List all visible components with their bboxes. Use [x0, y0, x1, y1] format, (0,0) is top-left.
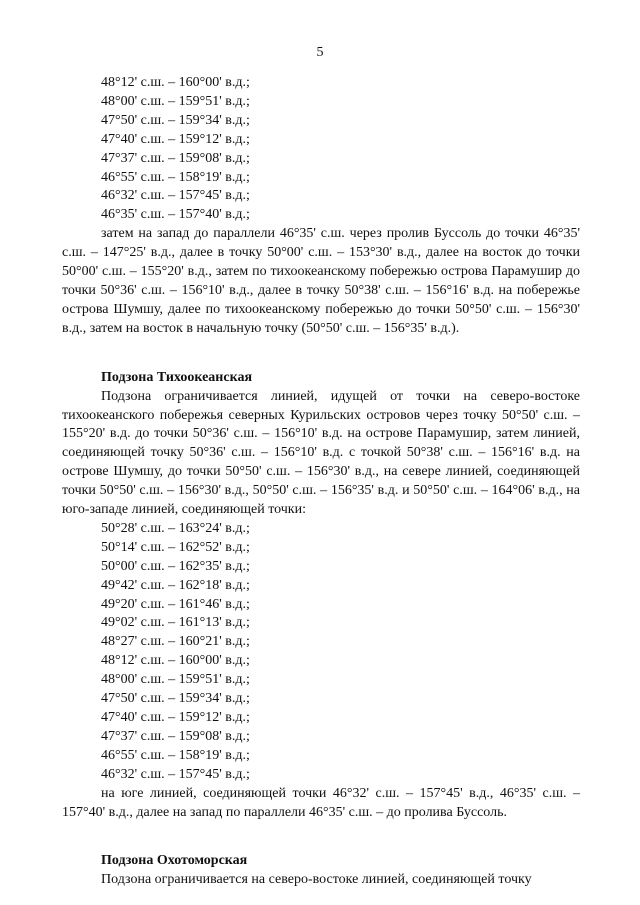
okhotsk-description-paragraph: Подзона ограничивается на северо-востоке линией, соединяющей точку: [101, 872, 532, 888]
section-heading-pacific: Подзона Тихоокеанская: [101, 369, 253, 385]
pacific-south-boundary-paragraph: на юге линией, соединяющей точки 46°32' с.ш. – 157°45' в.д., 46°35' с.ш. – 157°40' в.д., далее на запад по параллели 46°35' с.ш. – до пролива Буссоль.: [62, 785, 580, 820]
coordinate-line: 47°40' с.ш. – 159°12' в.д.;: [101, 131, 250, 147]
coordinate-list-continued: [62, 74, 580, 225]
coordinate-line: 47°50' с.ш. – 159°34' в.д.;: [101, 112, 250, 128]
coordinate-list-pacific: [62, 520, 580, 785]
section-heading-okhotsk: Подзона Охотоморская: [101, 853, 248, 869]
coordinate-line: 46°55' с.ш. – 158°19' в.д.;: [101, 169, 250, 185]
coordinate-line: 48°00' с.ш. – 159°51' в.д.;: [101, 672, 250, 688]
coordinate-line: 50°14' с.ш. – 162°52' в.д.;: [101, 539, 250, 555]
boundary-paragraph: затем на запад до параллели 46°35' с.ш. через пролив Буссоль до точки 46°35' с.ш. – 147°25' в.д., далее в точку 50°00' с.ш. – 153°30' в.д., далее на восток до точки 50°00' с.ш. – 155°20' в.д., затем по тихоокеанскому побережью острова Парамушир до точки 50°36' с.ш. – 156°10' в.д., далее в точку 50°38' с.ш. – 156°16' в.д. на побережье острова Шумшу, далее по тихоокеанскому побережью до точки 50°50' с.ш. – 156°30' в.д., затем на восток в начальную точку (50°50' с.ш. – 156°35' в.д.).: [62, 226, 580, 336]
page-number: 5: [316, 45, 324, 60]
coordinate-line: 48°00' с.ш. – 159°51' в.д.;: [101, 93, 250, 109]
coordinate-line: 46°35' с.ш. – 157°40' в.д.;: [101, 207, 250, 223]
coordinate-line: 46°32' с.ш. – 157°45' в.д.;: [101, 766, 250, 782]
coordinate-line: 47°37' с.ш. – 159°08' в.д.;: [101, 728, 250, 744]
coordinate-line: 50°00' с.ш. – 162°35' в.д.;: [101, 558, 250, 574]
coordinate-line: 49°42' с.ш. – 162°18' в.д.;: [101, 577, 250, 593]
coordinate-line: 49°20' с.ш. – 161°46' в.д.;: [101, 596, 250, 612]
coordinate-line: 49°02' с.ш. – 161°13' в.д.;: [101, 615, 250, 631]
pacific-description-paragraph: Подзона ограничивается линией, идущей от точки на северо-востоке тихоокеанского побережья северных Курильских островов через точку 50°50' с.ш. – 155°20' в.д. до точки 50°36' с.ш. – 156°10' в.д. на острове Парамушир, затем линией, соединяющей точку 50°36' с.ш. – 156°10' в.д. с точкой 50°38' с.ш. – 156°16' в.д. на острове Шумшу, до точки 50°50' с.ш. – 156°30' в.д., на севере линией, соединяющей точки 50°50' с.ш. – 156°30' в.д., 50°50' с.ш. – 156°35' в.д. и 50°50' с.ш. – 164°06' в.д., на юго-западе линией, соединяющей точки:: [62, 388, 580, 518]
coordinate-line: 47°40' с.ш. – 159°12' в.д.;: [101, 710, 250, 725]
coordinate-line: 46°55' с.ш. – 158°19' в.д.;: [101, 747, 250, 763]
coordinate-line: 48°12' с.ш. – 160°00' в.д.;: [101, 75, 250, 90]
document-body: [62, 74, 580, 890]
coordinate-line: 48°12' с.ш. – 160°00' в.д.;: [101, 653, 250, 669]
coordinate-line: 47°37' с.ш. – 159°08' в.д.;: [101, 150, 250, 166]
coordinate-line: 47°50' с.ш. – 159°34' в.д.;: [101, 691, 250, 707]
coordinate-line: 50°28' с.ш. – 163°24' в.д.;: [101, 520, 250, 536]
coordinate-line: 46°32' с.ш. – 157°45' в.д.;: [101, 188, 250, 204]
coordinate-line: 48°27' с.ш. – 160°21' в.д.;: [101, 634, 250, 650]
